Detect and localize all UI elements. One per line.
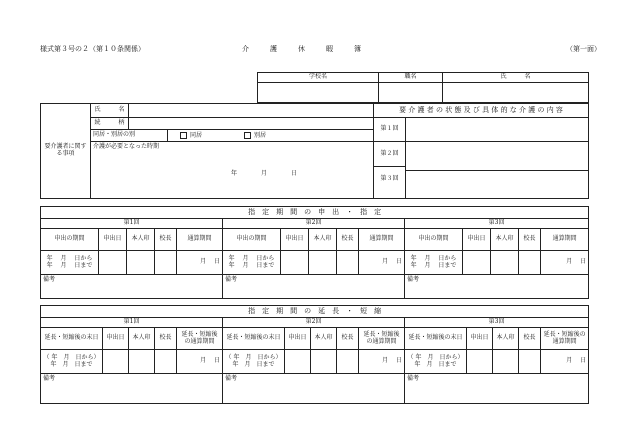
extension-title: 指 定 期 間 の 延 長 ・ 短 縮 xyxy=(41,306,589,318)
col-total-after: 延長・短縮後の通算期間 xyxy=(541,328,589,350)
designation-title: 指 定 期 間 の 申 出 ・ 指 定 xyxy=(41,207,589,219)
total-field[interactable]: 月 日 xyxy=(541,350,589,374)
care-round-2: 第２回 xyxy=(374,142,405,167)
col-end-date: 延長・短縮後の末日 xyxy=(405,328,467,350)
living-label: 同居・別居の別 xyxy=(91,130,168,142)
separate-label: 別居 xyxy=(253,131,266,139)
from-text: 年 月 日から xyxy=(228,254,275,262)
together-checkbox[interactable] xyxy=(180,132,187,139)
designation-table xyxy=(40,206,589,299)
from-text: （ 年 月 日から） xyxy=(225,353,282,361)
col-principal: 校長 xyxy=(337,229,359,251)
period-date: 年 月 日 xyxy=(231,170,298,177)
cared-name-label: 氏 名 xyxy=(91,104,129,118)
col-self-seal: 本人印 xyxy=(129,328,155,350)
separate-checkbox[interactable] xyxy=(244,132,251,139)
to-text: 年 月 日まで xyxy=(232,360,275,368)
extension-round-1: 第1回 xyxy=(41,318,223,328)
period-label: 介護が必要となった時期 xyxy=(93,143,160,150)
col-principal: 校長 xyxy=(155,229,177,251)
remarks-field[interactable]: 備考 xyxy=(223,275,405,299)
from-text: （ 年 月 日から） xyxy=(43,353,100,361)
col-end-date: 延長・短縮後の末日 xyxy=(41,328,103,350)
name-label: 氏 名 xyxy=(443,73,589,83)
col-request-date: 申出日 xyxy=(467,328,493,350)
col-request-date: 申出日 xyxy=(285,328,311,350)
to-text: 年 月 日まで xyxy=(410,261,457,269)
position-label: 職名 xyxy=(379,73,443,83)
to-text: 年 月 日まで xyxy=(228,261,275,269)
col-request-period: 申出の期間 xyxy=(41,229,99,251)
remarks-field[interactable]: 備考 xyxy=(405,374,589,404)
to-text: 年 月 日まで xyxy=(414,360,457,368)
col-request-date: 申出日 xyxy=(99,229,127,251)
col-self-seal: 本人印 xyxy=(491,229,519,251)
care-round-1: 第１回 xyxy=(374,118,406,142)
col-end-date: 延長・短縮後の末日 xyxy=(223,328,285,350)
employee-table xyxy=(257,72,589,103)
request-date-field[interactable] xyxy=(99,251,127,275)
self-seal-field[interactable] xyxy=(129,350,155,374)
principal-field[interactable] xyxy=(337,251,359,275)
care-state-header: 要 介 護 者 の 状 態 及 び 具 体 的 な 介 護 の 内 容 xyxy=(374,104,589,118)
request-date-field[interactable] xyxy=(103,350,129,374)
self-seal-field[interactable] xyxy=(491,251,519,275)
col-self-seal: 本人印 xyxy=(493,328,519,350)
col-principal: 校長 xyxy=(155,328,177,350)
cared-name-field[interactable] xyxy=(129,104,374,118)
principal-field[interactable] xyxy=(155,350,177,374)
position-field[interactable] xyxy=(379,83,443,103)
self-seal-field[interactable] xyxy=(311,350,337,374)
designation-round-2: 第2回 xyxy=(223,219,405,229)
total-field[interactable]: 月 日 xyxy=(177,251,223,275)
designation-round-3: 第3回 xyxy=(405,219,589,229)
principal-field[interactable] xyxy=(337,350,359,374)
self-seal-field[interactable] xyxy=(127,251,155,275)
form-title: 介 護 休 暇 簿 xyxy=(242,45,361,53)
relation-field[interactable] xyxy=(129,118,374,130)
end-date-field[interactable] xyxy=(405,350,467,374)
remarks-field[interactable]: 備考 xyxy=(223,374,405,404)
self-seal-field[interactable] xyxy=(309,251,337,275)
extension-round-3: 第3回 xyxy=(405,318,589,328)
remarks-field[interactable]: 備考 xyxy=(405,275,589,299)
to-text: 年 月 日まで xyxy=(50,360,93,368)
col-principal: 校長 xyxy=(519,328,541,350)
principal-field[interactable] xyxy=(519,251,541,275)
period-field[interactable] xyxy=(223,251,281,275)
remarks-field[interactable]: 備考 xyxy=(41,275,223,299)
from-text: （ 年 月 日から） xyxy=(407,353,464,361)
end-date-field[interactable] xyxy=(223,350,285,374)
principal-field[interactable] xyxy=(155,251,177,275)
total-field[interactable]: 月 日 xyxy=(177,350,223,374)
school-label: 学校名 xyxy=(258,73,379,83)
total-field[interactable]: 月 日 xyxy=(359,251,405,275)
col-self-seal: 本人印 xyxy=(311,328,337,350)
col-self-seal: 本人印 xyxy=(309,229,337,251)
school-field[interactable] xyxy=(258,83,379,103)
col-request-date: 申出日 xyxy=(103,328,129,350)
cared-person-side-label: 要介護者に関する事項 xyxy=(41,104,91,199)
request-date-field[interactable] xyxy=(467,350,493,374)
relation-label: 続 柄 xyxy=(91,118,129,130)
period-field[interactable] xyxy=(41,251,99,275)
col-principal: 校長 xyxy=(519,229,541,251)
col-request-period: 申出の期間 xyxy=(405,229,463,251)
end-date-field[interactable] xyxy=(41,350,103,374)
col-total-period: 通算期間 xyxy=(359,229,405,251)
col-principal: 校長 xyxy=(337,328,359,350)
together-label: 同居 xyxy=(190,131,203,139)
to-text: 年 月 日まで xyxy=(46,261,93,269)
col-request-date: 申出日 xyxy=(463,229,491,251)
col-total-period: 通算期間 xyxy=(177,229,223,251)
period-field[interactable] xyxy=(405,251,463,275)
col-total-after: 延長・短縮後の通算期間 xyxy=(359,328,405,350)
request-date-field[interactable] xyxy=(281,251,309,275)
page-label: （第一面） xyxy=(566,45,601,53)
from-text: 年 月 日から xyxy=(46,254,93,262)
col-request-period: 申出の期間 xyxy=(223,229,281,251)
request-date-field[interactable] xyxy=(463,251,491,275)
col-self-seal: 本人印 xyxy=(127,229,155,251)
self-seal-field[interactable] xyxy=(493,350,519,374)
total-field[interactable]: 月 日 xyxy=(359,350,405,374)
col-total-after: 延長・短縮後の通算期間 xyxy=(177,328,223,350)
col-request-date: 申出日 xyxy=(281,229,309,251)
extension-table xyxy=(40,305,589,404)
designation-round-1: 第1回 xyxy=(41,219,223,229)
care-round-3: 第３回 xyxy=(380,175,399,182)
from-text: 年 月 日から xyxy=(410,254,457,262)
principal-field[interactable] xyxy=(519,350,541,374)
remarks-field[interactable]: 備考 xyxy=(41,374,223,404)
care-round-2-field[interactable] xyxy=(406,146,588,171)
cared-person-table xyxy=(40,103,589,199)
care-round-3-field[interactable] xyxy=(406,171,588,195)
extension-round-2: 第2回 xyxy=(223,318,405,328)
name-field[interactable] xyxy=(443,83,589,103)
care-round-1-field[interactable] xyxy=(406,118,589,142)
form-number: 様式第３号の２（第１０条関係） xyxy=(40,45,145,53)
total-field[interactable]: 月 日 xyxy=(541,251,589,275)
request-date-field[interactable] xyxy=(285,350,311,374)
col-total-period: 通算期間 xyxy=(541,229,589,251)
